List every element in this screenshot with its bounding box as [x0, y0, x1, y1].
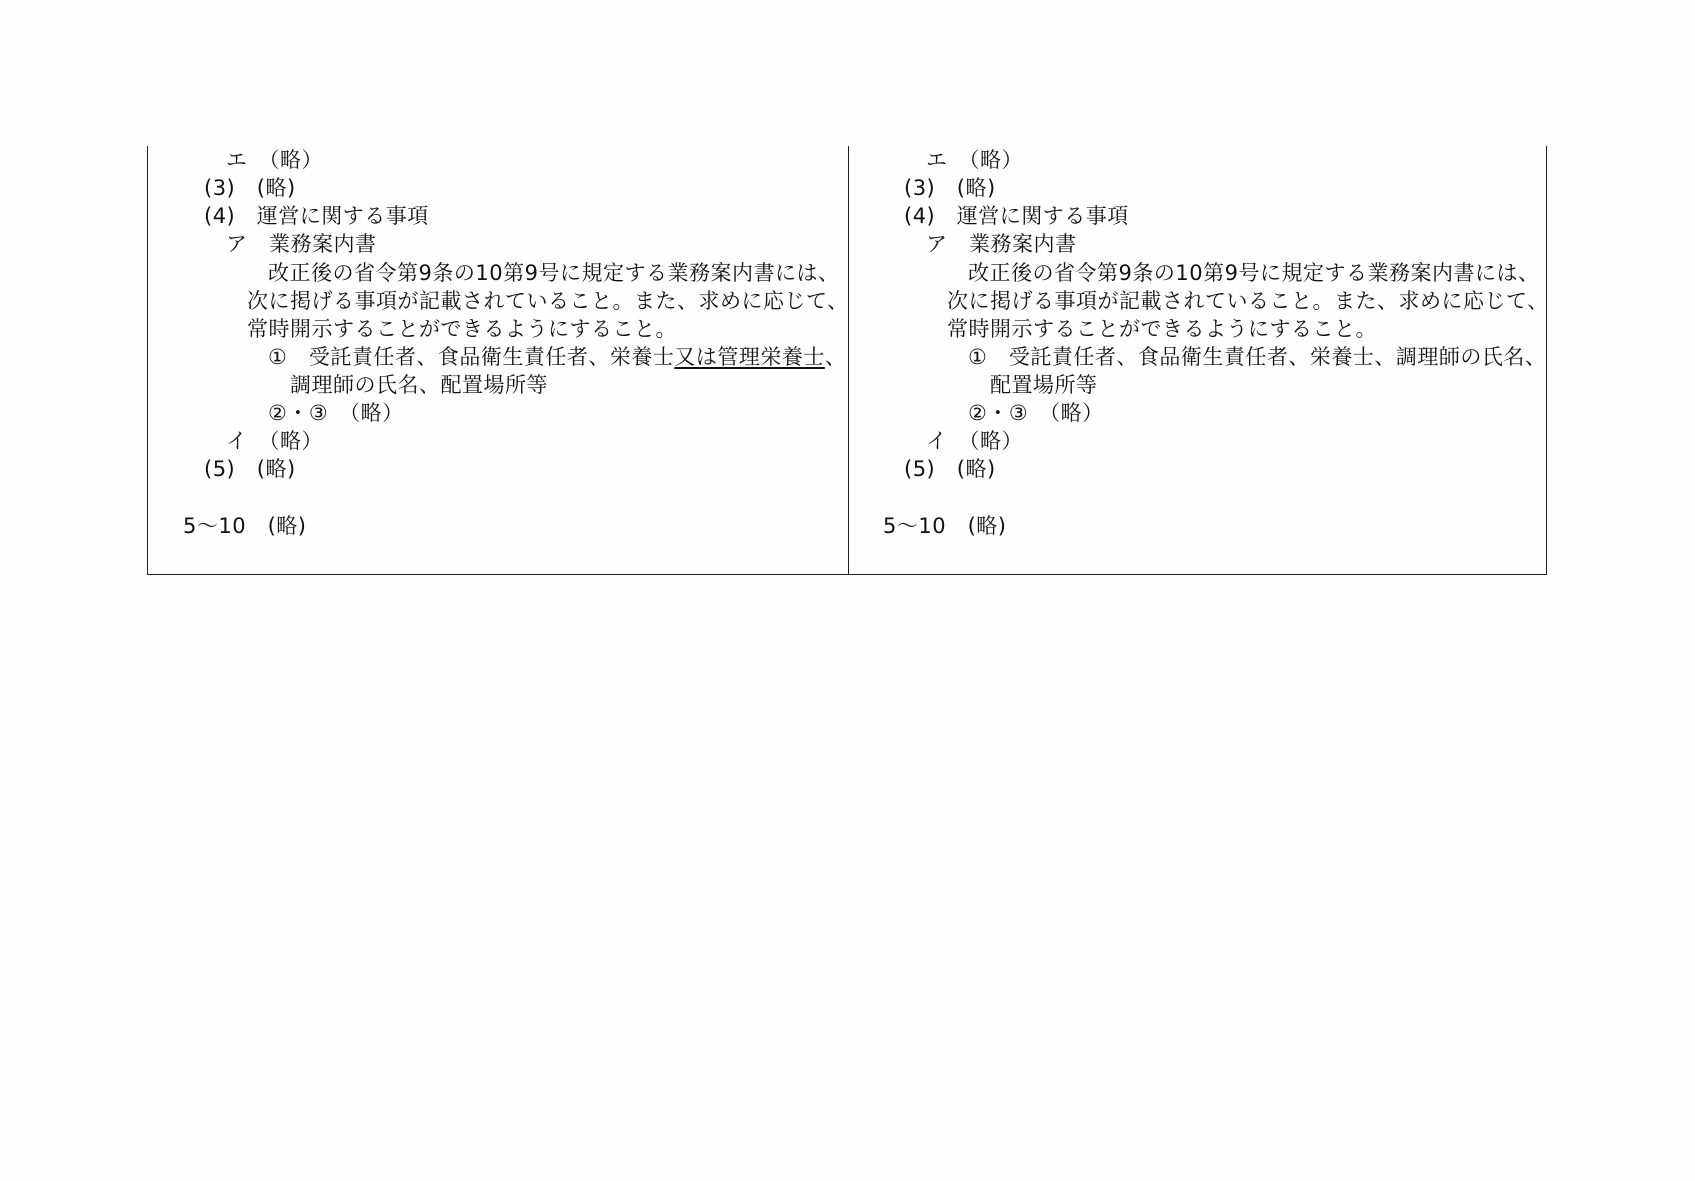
paragraph-line-2: 次に掲げる事項が記載されていること。また、求めに応じて、 [247, 289, 849, 313]
items-5-10: 5〜10 (略) [183, 514, 307, 538]
item-5: (5) (略) [204, 457, 296, 481]
item-a-heading: ア 業務案内書 [226, 232, 377, 256]
list-item-1: ① 受託責任者、食品衛生責任者、栄養士、調理師の氏名、 [968, 345, 1547, 369]
list-item-1-text: ① 受託責任者、食品衛生責任者、栄養士 [268, 345, 675, 369]
list-item-1-cont: 調理師の氏名、配置場所等 [290, 373, 548, 397]
paragraph-line-1: 改正後の省令第9条の10第9号に規定する業務案内書には、 [968, 261, 1540, 285]
list-item-1-cont: 配置場所等 [990, 373, 1098, 397]
item-a-heading: ア 業務案内書 [926, 232, 1077, 256]
item-i: イ （略） [226, 429, 323, 453]
paragraph-line-1: 改正後の省令第9条の10第9号に規定する業務案内書には、 [268, 261, 840, 285]
current-column [848, 146, 1548, 574]
item-3: (3) (略) [204, 176, 296, 200]
item-e: エ （略） [926, 148, 1023, 172]
list-item-1 [268, 343, 846, 371]
paragraph-line-2: 次に掲げる事項が記載されていること。また、求めに応じて、 [947, 289, 1549, 313]
item-e: エ （略） [226, 148, 323, 172]
item-4-heading: (4) 運営に関する事項 [204, 204, 429, 228]
paragraph-line-3: 常時開示することができるようにすること。 [947, 317, 1377, 341]
amended-text: 又は管理栄養士 [674, 345, 825, 369]
item-4-heading: (4) 運営に関する事項 [904, 204, 1129, 228]
revised-column [148, 146, 848, 574]
item-3: (3) (略) [904, 176, 996, 200]
item-i: イ （略） [926, 429, 1023, 453]
item-5: (5) (略) [904, 457, 996, 481]
comparison-table [147, 146, 1547, 575]
paragraph-line-3: 常時開示することができるようにすること。 [247, 317, 677, 341]
items-5-10: 5〜10 (略) [883, 514, 1007, 538]
list-item-1-comma: 、 [824, 345, 847, 369]
list-item-2-3: ②・③ （略） [968, 401, 1104, 425]
list-item-2-3: ②・③ （略） [268, 401, 404, 425]
